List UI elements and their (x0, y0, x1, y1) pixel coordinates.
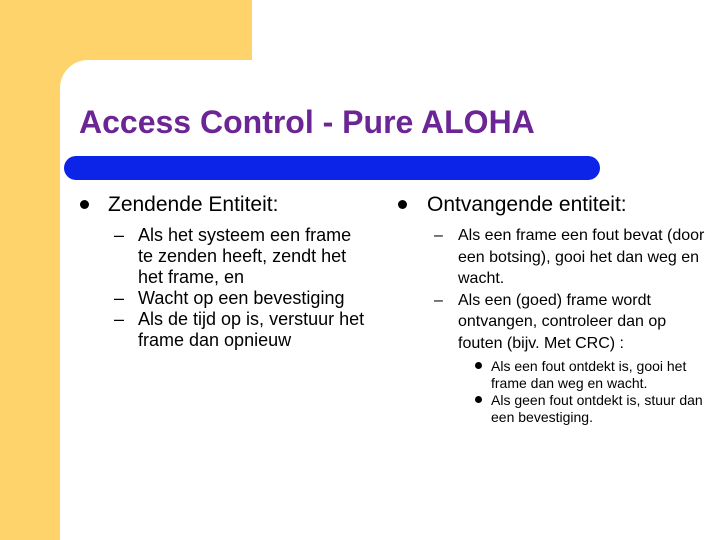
left-column (80, 190, 370, 351)
list-item-text: Als een frame een fout bevat (door een botsing), gooi het dan weg en wacht. (458, 227, 705, 287)
bullet-sender (80, 190, 370, 220)
bullet-dot-icon (475, 362, 482, 369)
dash-bullet-icon: – (114, 288, 125, 308)
list-item-text: Wacht op een bevestiging (138, 288, 345, 308)
list-item-text: Als geen fout ontdekt is, stuur dan een bevestiging. (491, 392, 703, 425)
receiver-steps-list (398, 225, 708, 354)
dash-bullet-icon: – (114, 309, 125, 329)
list-item-text: Als een fout ontdekt is, gooi het frame dan weg en wacht. (491, 358, 687, 391)
bullet-dot-icon (398, 200, 407, 209)
side-decoration-strip (0, 0, 60, 540)
bullet-receiver (398, 190, 708, 220)
list-item (80, 309, 370, 351)
sender-steps-list (80, 225, 370, 351)
bullet-dot-icon (475, 396, 482, 403)
receiver-heading: Ontvangende entiteit: (427, 193, 627, 216)
receiver-substeps-list (398, 358, 708, 426)
dash-bullet-icon: – (434, 227, 443, 244)
list-item (398, 290, 708, 355)
dash-bullet-icon: – (434, 291, 443, 309)
list-item (398, 392, 708, 426)
list-item (398, 225, 708, 290)
list-item (80, 225, 370, 288)
bullet-dot-icon (80, 200, 89, 209)
sender-heading: Zendende Entiteit: (108, 193, 279, 216)
slide-title: Access Control - Pure ALOHA (79, 104, 535, 140)
list-item (80, 288, 370, 309)
list-item-text: Als een (goed) frame wordt ontvangen, controleer dan op fouten (bijv. Met CRC) : (458, 291, 667, 352)
right-column (398, 190, 708, 426)
title-underline-bar (64, 156, 600, 180)
list-item (398, 358, 708, 392)
list-item-text: Als het systeem een frame te zenden heeft, zendt het het frame, en (138, 225, 352, 287)
dash-bullet-icon: – (114, 225, 125, 245)
list-item-text: Als de tijd op is, verstuur het frame dan opnieuw (138, 309, 365, 350)
